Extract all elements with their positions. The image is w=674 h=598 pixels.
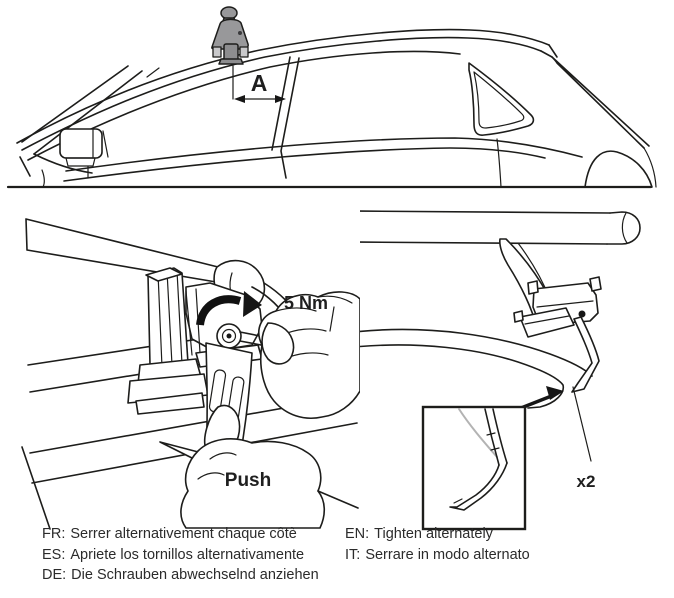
caption-fr-text: Serrer alternativement chaque côtè (70, 526, 297, 542)
roof-edge (360, 329, 592, 376)
caption-en-lang: EN: (345, 526, 370, 542)
crossbar (360, 211, 610, 244)
crossbar-end-cap (607, 212, 640, 244)
caption-de (42, 565, 319, 586)
quantity-label: x2 (576, 472, 596, 491)
caption-fr-lang: FR: (42, 526, 66, 542)
caption-es-text: Apriete los tornillos alternativamente (70, 546, 305, 563)
caption-it (345, 545, 530, 566)
caption-it-text: Serrare in modo alternato (365, 546, 530, 563)
car-side-view-drawing (0, 0, 674, 192)
dimension-a-label: A (250, 70, 268, 96)
caption-de-text: Die Schrauben abwechselnd anziehen (71, 567, 319, 583)
b-pillar (272, 57, 299, 178)
rear-wheel-arch (585, 151, 652, 187)
caption-es-lang: ES: (42, 546, 66, 563)
caption-es (42, 545, 319, 566)
caption-de-lang: DE: (42, 567, 67, 583)
tightening-drawing (0, 195, 360, 530)
leader-line (573, 387, 591, 461)
caption-column-right (345, 524, 530, 565)
tightening-figure (0, 195, 360, 530)
push-label: Push (224, 470, 272, 491)
hand-pushing (181, 405, 358, 528)
hook-bracket (572, 317, 599, 392)
caption-en (345, 524, 530, 545)
door-frame-edge (360, 345, 563, 408)
caption-en-text: Tighten alternately (374, 526, 493, 542)
car-side-view-figure (0, 0, 674, 192)
hook-detail-drawing (360, 195, 674, 535)
inset-detail-box (423, 407, 525, 529)
roof-seam (147, 68, 159, 77)
hook-detail-figure (360, 195, 674, 535)
caption-it-lang: IT: (345, 546, 361, 563)
quarter-window (469, 63, 533, 135)
crossbar (26, 219, 234, 283)
caption-column-left (42, 524, 319, 586)
torque-label: 5 Nm (283, 293, 329, 313)
caption-fr (42, 524, 319, 545)
dimension-a (233, 66, 286, 103)
roof-foot-mount (212, 7, 248, 64)
